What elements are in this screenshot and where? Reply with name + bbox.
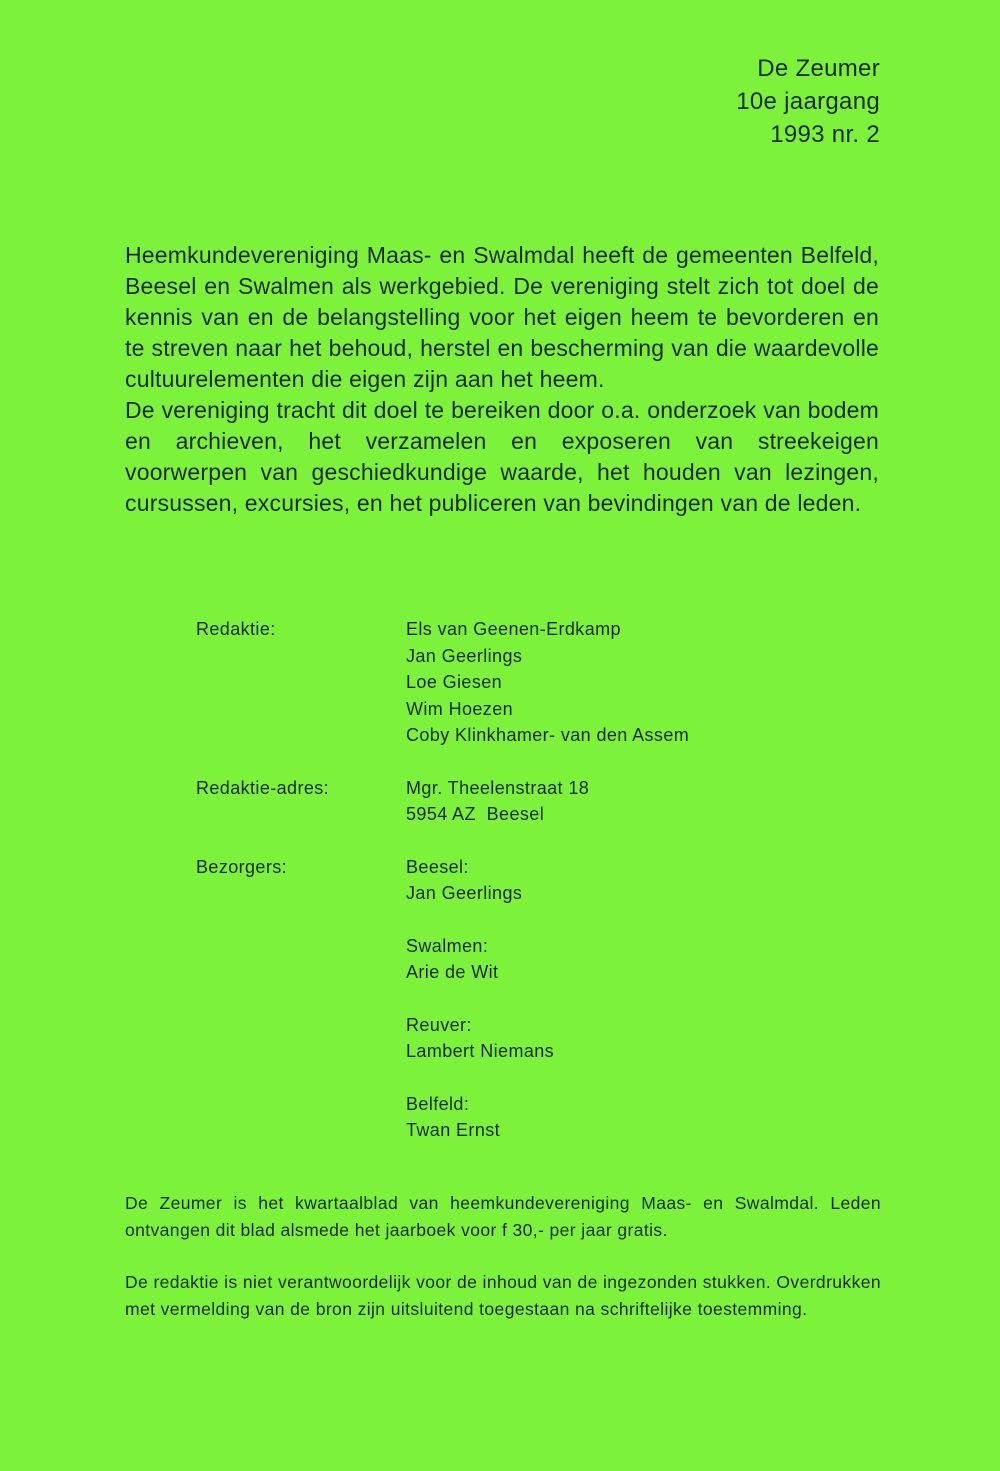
- bezorger-name: Arie de Wit: [406, 962, 499, 982]
- adres-street: Mgr. Theelenstraat 18: [406, 777, 590, 798]
- adres-city: 5954 AZ Beesel: [406, 804, 545, 824]
- bezorger-name: Lambert Niemans: [406, 1041, 555, 1061]
- redaktie-list: [406, 616, 689, 749]
- bezorger-place: Beesel:: [406, 856, 469, 877]
- redaktie-member: Loe Giesen: [406, 672, 503, 692]
- bezorgers-list: [406, 854, 554, 1144]
- adres-lines: [406, 775, 589, 828]
- footer-notes: [125, 1190, 881, 1348]
- footer-paragraph-2: De redaktie is niet verantwoordelijk voor de inhoud van de ingezonden stukken. Overdrukken met vermelding van de bron zijn uitsluitend toegestaan na schriftelijke toestemming.: [125, 1272, 881, 1319]
- redaktie-member: Coby Klinkhamer- van den Assem: [406, 725, 690, 745]
- redaktie-member: Els van Geenen-Erdkamp: [406, 619, 621, 639]
- adres-row: [196, 775, 689, 828]
- bezorger-place: Swalmen:: [406, 935, 489, 956]
- intro-text: [125, 240, 879, 519]
- intro-paragraph-1: Heemkundevereniging Maas- en Swalmdal heeft de gemeenten Belfeld, Beesel en Swalmen als werkgebied. De vereniging stelt zich tot doel de kennis van en de belangstelling voor het eigen heem te bevorderen en te streven naar het behoud, herstel en bescherming van die waardevolle cultuurelementen die eigen zijn aan het heem.: [125, 242, 879, 392]
- bezorger-name: Twan Ernst: [406, 1120, 501, 1140]
- adres-label: Redaktie-adres:: [196, 777, 330, 798]
- bezorger-place: Belfeld:: [406, 1093, 470, 1114]
- issue-label: 1993 nr. 2: [770, 121, 880, 148]
- bezorger-name: Jan Geerlings: [406, 883, 523, 903]
- intro-paragraph-2: De vereniging tracht dit doel te bereiken door o.a. onderzoek van bodem en archieven, het verzamelen en exposeren van streekeigen voorwerpen van geschiedkundige waarde, het houden van lezingen, cursussen, excursies, en het publiceren van bevindingen van de leden.: [125, 397, 879, 516]
- magazine-title: De Zeumer: [757, 55, 880, 82]
- footer-paragraph-1: De Zeumer is het kwartaalblad van heemkundevereniging Maas- en Swalmdal. Leden ontvangen dit blad alsmede het jaarboek voor f 30,- per jaar gratis.: [125, 1193, 881, 1240]
- credits: [196, 616, 689, 1144]
- redaktie-label: Redaktie:: [196, 619, 276, 639]
- bezorger-place: Reuver:: [406, 1014, 472, 1035]
- bezorgers-label: Bezorgers:: [196, 856, 288, 877]
- volume-label: 10e jaargang: [736, 88, 880, 115]
- bezorgers-row: [196, 854, 689, 1144]
- redaktie-member: Jan Geerlings: [406, 645, 523, 666]
- redaktie-row: [196, 616, 689, 749]
- masthead: [736, 52, 880, 151]
- redaktie-member: Wim Hoezen: [406, 698, 514, 719]
